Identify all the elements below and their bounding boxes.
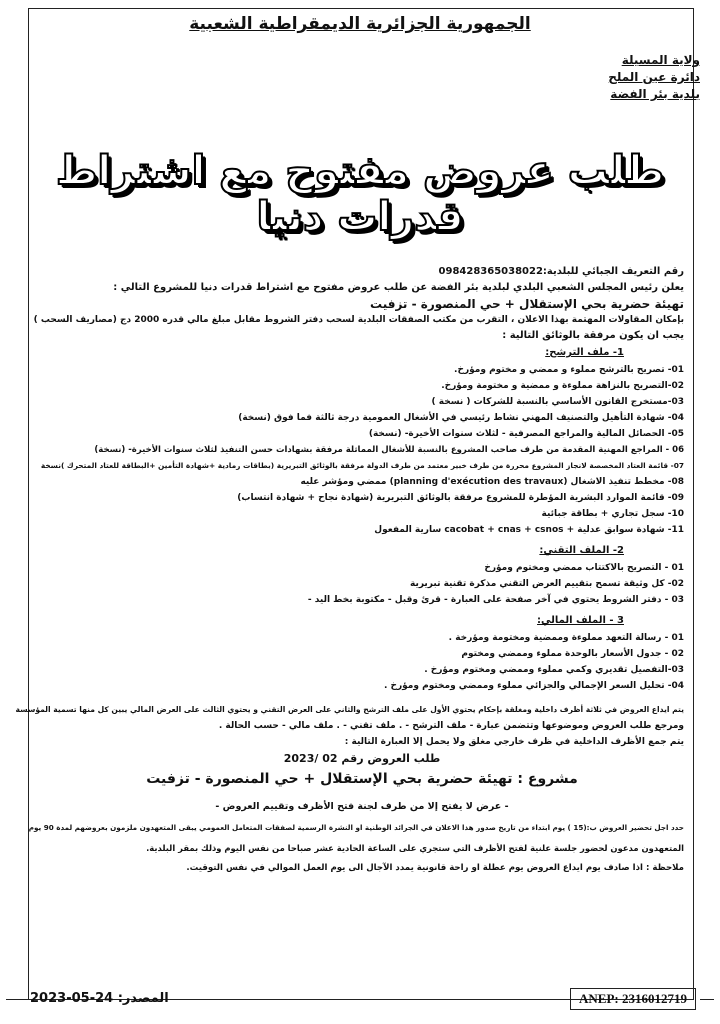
list-item: 03-مستخرج القانون الأساسي بالنسبة للشركات ( نسخة ) [431, 397, 684, 407]
tender-title: طلب عروض مفتوح مع اشتراط قدرات دنيا [55, 148, 665, 240]
list-item: 03 - دفتر الشروط يحتوي في آخر صفحة على العبارة - قرئ وقبل - مكتوبة بخط اليد - [307, 595, 684, 605]
list-item: 04- تحليل السعر الإجمالي والجزائي مملوء وممضي ومختوم ومؤرخ . [383, 681, 684, 691]
administrative-block [608, 52, 700, 103]
deadline-paragraph: حدد اجل تحضير العروض ب:(15 ) يوم ابتداء من تاريخ صدور هذا الاعلان في الجرائد الوطنية او النشرة الرسمية لصفقات المتعامل العمومي يبقى المتعهدون ملزمون بعروضهم لمدة 90 يوم [28, 823, 684, 832]
invite-line: بإمكان المقاولات المهتمة بهذا الاعلان ، التقرب من مكتب الصفقات البلدية لسحب دفتر الشروط مقابل مبلغ مالي قدره 2000 دج (مصاريف السحب ) [33, 315, 684, 325]
source-date: المصدر: 24-05-2023 [30, 991, 169, 1006]
footer-rule [700, 999, 714, 1000]
deposit-paragraph: يتم جمع الأظرف الداخلية في ظرف خارجي مغلق ولا يحمل إلا العبارة التالية : [344, 737, 684, 747]
list-item: 01 - التصريح بالاكتتاب ممضي ومختوم ومؤرخ [484, 563, 684, 573]
opening-paragraph: المتعهدون مدعون لحضور جلسة علنية لفتح الأظرف التي ستجري على الساعة الحادية عشر صباحا من نفس اليوم وذلك بمقر البلدية. [146, 843, 684, 853]
list-item: 10- سجل تجاري + بطاقة جبائية [541, 509, 684, 519]
envelope-warning: - عرض لا يفتح إلا من طرف لجنة فتح الأظرف وتقييم العروض - [215, 801, 509, 812]
commune-label: بلدية بئر الفضة [610, 87, 700, 101]
deposit-paragraph: ومرجع طلب العروض وموضوعها وتتضمن عبارة - ملف الترشح - . ملف تقني - . ملف مالي - حسب الحالة . [218, 721, 684, 731]
envelope-project: مشروع : تهيئة حضرية بحي الإستقلال + حي المنصورة - تزفيت [146, 771, 578, 787]
list-item: 01 - رسالة التعهد مملوءة وممضية ومختومة ومؤرخة . [448, 633, 684, 643]
list-item: 11- شهادة سوابق عدلية + cacobat + cnas + csnos سارية المفعول [374, 525, 684, 535]
list-item: 02 - جدول الأسعار بالوحدة مملوء وممضي ومختوم [461, 649, 684, 659]
list-item: 01- تصريح بالترشح مملوء و ممضي و مختوم ومؤرخ. [454, 365, 684, 375]
list-item: 02-التصريح بالنزاهة مملوءة و ممضية و مختومة ومؤرخ. [441, 381, 684, 391]
list-item: 05- الحصائل المالية والمراجع المصرفية - لثلاث سنوات الأخيرة- (نسخة) [368, 429, 684, 439]
list-item: 09- قائمة الموارد البشرية المؤطرة للمشروع مرفقة بالوثائق التبريرية (شهادة نجاح + شهادة انتساب) [237, 493, 684, 503]
list-item: 03-التفصيل تقديري وكمي مملوء وممضي ومختوم ومؤرخ . [424, 665, 684, 675]
note-paragraph: ملاحظة : اذا صادف يوم ايداع العروض يوم عطلة او راحة قانونية يمدد الآجال الى يوم العمل الموالي في نفس التوقيت. [186, 863, 684, 873]
list-item: 02- كل وثيقة تسمح بتقييم العرض التقني مذكرة تقنية تبريرية [409, 579, 684, 589]
footer [0, 986, 720, 1010]
deposit-paragraph: يتم ايداع العروض في ثلاثة أظرف داخلية ومغلقة بإحكام يحتوي الأول على ملف الترشح والثاني على العرض التقني و يحتوي الثالث على العرض المالي يبين كل منها تسمية المؤسسة [15, 705, 684, 714]
wilaya-label: ولاية المسيلة [621, 53, 700, 67]
announcement-body [15, 264, 684, 876]
section-heading: 1- ملف الترشح: [545, 347, 624, 358]
anep-reference: ANEP: 2316012719 [570, 988, 696, 1010]
list-item: 06 - المراجع المهنية المقدمة من طرف صاحب المشروع بالنسبة للأشغال المماثلة مرفقة بشهادات حسن التنفيذ لثلاث سنوات الأخيرة- (نسخة) [94, 445, 684, 455]
republic-header: الجمهورية الجزائرية الديمقراطية الشعبية [189, 14, 531, 34]
list-item: 07- قائمة العتاد المخصصة لانجاز المشروع محررة من طرف خبير معتمد من طرف الدولة مرفقة بالوثائق التبريرية (بطاقات رمادية +شهادة التأمين +البطاقة للعتاد المتحرك )نسخة [40, 461, 684, 470]
daira-label: دائرة عين الملح [608, 70, 700, 84]
announce-line: يعلن رئيس المجلس الشعبي البلدي لبلدية بئر الفضة عن طلب عروض مفتوح مع اشتراط قدرات دنيا للمشروع التالي : [113, 282, 684, 293]
docs-required: يجب ان يكون مرفقة بالوثائق التالية : [502, 330, 684, 341]
project-name: تهيئة حضرية بحي الإستقلال + حي المنصورة - تزفيت [369, 297, 684, 311]
list-item: 04- شهادة التأهيل والتصنيف المهني نشاط رئيسي في الأشغال العمومية درجة ثالثة فما فوق (نسخة) [238, 413, 684, 423]
tender-reference: طلب العروض رقم 02 /2023 [283, 752, 441, 765]
section-heading: 2- الملف التقني: [539, 545, 624, 556]
tax-id: رقم التعريف الجبائي للبلدية:098428365038022 [438, 266, 684, 277]
section-heading: 3 - الملف المالي: [537, 615, 624, 626]
list-item: 08- مخطط تنفيذ الاشغال (planning d'exécution des travaux) ممضي ومؤشر عليه [300, 477, 684, 487]
